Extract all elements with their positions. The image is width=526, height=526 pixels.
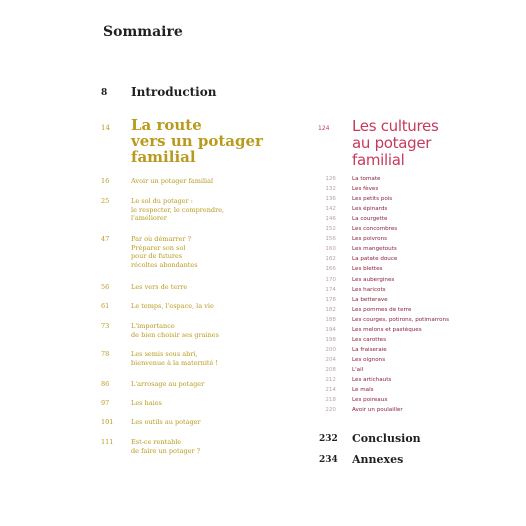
crop-name: Les oignons: [352, 356, 386, 363]
entry-title: [131, 380, 281, 389]
entry-page-number: 111: [101, 438, 114, 446]
section2-title: [352, 118, 512, 169]
introduction-page-number: 8: [101, 88, 108, 98]
crop-name: Les pommes de terre: [352, 306, 412, 313]
section1-title: [131, 117, 331, 165]
entry-title-line: Le temps, l'espace, la vie: [131, 302, 214, 310]
entry-page-number: 61: [101, 302, 110, 310]
entry-title: [131, 438, 281, 455]
introduction-title: Introduction: [131, 85, 217, 99]
crop-page-number: 178: [325, 296, 336, 303]
section2-page-number: 124: [318, 125, 330, 132]
crop-page-number: 132: [325, 186, 336, 193]
crop-name: Les concombres: [352, 226, 398, 233]
annexes-title: Annexes: [352, 453, 404, 466]
title-line: familial: [131, 148, 196, 166]
entry-title: [131, 177, 281, 186]
crop-page-number: 174: [325, 286, 336, 293]
title-line: au potager: [352, 134, 432, 152]
crop-name: Les carottes: [352, 336, 386, 343]
crop-name: Les melons et pastèques: [352, 326, 422, 333]
conclusion-title: Conclusion: [352, 432, 421, 445]
entry-title: [131, 418, 281, 427]
crop-name: Les aubergines: [352, 276, 395, 283]
crop-name: L'ail: [352, 367, 364, 373]
entry-title-line: pour de futures: [131, 252, 183, 260]
entry-page-number: 97: [101, 399, 110, 407]
crop-name: La courgette: [352, 216, 388, 223]
crop-page-number: 182: [325, 306, 336, 313]
entry-title-line: bienvenue à la maternité !: [131, 358, 219, 367]
crop-page-number: 220: [325, 407, 336, 414]
crop-page-number: 136: [325, 196, 336, 203]
entry-title-line: L'arrosage au potager: [131, 380, 205, 388]
entry-title-line: Les vers de terre: [131, 283, 188, 291]
crop-name: La tomate: [352, 176, 381, 182]
crop-page-number: 208: [325, 367, 336, 373]
entry-page-number: 73: [101, 322, 110, 330]
entry-title-line: Les outils au potager: [131, 418, 201, 426]
crop-page-number: 212: [325, 377, 336, 383]
entry-page-number: 56: [101, 283, 110, 291]
entry-page-number: 86: [101, 380, 110, 388]
title-line: La route: [131, 116, 202, 134]
crop-page-number: 200: [325, 346, 336, 353]
entry-title-line: L'importance: [131, 322, 175, 330]
crop-name: Les poireaux: [352, 397, 388, 404]
entry-title: [131, 399, 281, 408]
crop-name: Avoir un poulailler: [352, 407, 403, 414]
crop-name: Le maïs: [352, 387, 374, 394]
entry-title-line: Par où démarrer ?: [131, 235, 192, 243]
entry-title: [131, 322, 281, 339]
entry-title-line: de bien choisir ses graines: [131, 330, 219, 339]
title-line: familial: [352, 151, 405, 169]
entry-page-number: 16: [101, 177, 110, 185]
crop-name: Les mangetouts: [352, 246, 397, 253]
entry-title-line: Les semis sous abri,: [131, 350, 198, 358]
section1-page-number: 14: [101, 124, 110, 132]
page-title: Sommaire: [103, 24, 183, 40]
title-line: Les cultures: [352, 117, 439, 135]
crop-name: Les artichauts: [352, 377, 392, 383]
crop-name: Les épinards: [352, 206, 388, 213]
crop-name: La fraiseraie: [352, 346, 387, 353]
crop-page-number: 142: [325, 206, 336, 213]
crop-name: Les courges, potirons, potimarrons: [352, 316, 450, 323]
crop-name: Les petits pois: [352, 196, 393, 203]
crop-page-number: 214: [325, 387, 336, 394]
entry-title-line: Est-ce rentable: [131, 438, 182, 446]
entry-title-line: Les haies: [131, 399, 162, 407]
crop-page-number: 218: [325, 397, 336, 404]
entry-title: [131, 302, 281, 311]
crop-page-number: 204: [325, 356, 336, 363]
entry-title: [131, 235, 281, 269]
entry-page-number: 78: [101, 350, 110, 358]
crop-page-number: 194: [325, 326, 336, 333]
entry-page-number: 47: [101, 235, 110, 243]
annexes-page-number: 234: [319, 455, 338, 465]
entry-page-number: 101: [101, 418, 114, 426]
entry-title: [131, 283, 281, 292]
title-line: vers un potager: [131, 132, 263, 150]
crop-page-number: 162: [325, 256, 336, 263]
crop-page-number: 152: [325, 226, 336, 233]
crop-name: Les haricots: [352, 286, 386, 293]
crop-name: La betterave: [352, 296, 388, 303]
entry-title-line: Le sol du potager :: [131, 197, 193, 205]
crop-name: Les poivrons: [352, 236, 388, 243]
entry-title: [131, 350, 281, 367]
entry-title: [131, 197, 281, 223]
crop-page-number: 126: [325, 176, 336, 182]
entry-title-line: le respecter, le comprendre,: [131, 205, 225, 214]
crop-name: La patate douce: [352, 256, 398, 263]
crop-page-number: 166: [325, 266, 336, 273]
crop-page-number: 146: [325, 216, 336, 223]
crop-page-number: 198: [325, 336, 336, 343]
crop-page-number: 156: [325, 236, 336, 243]
entry-title-line: récoltes abondantes: [131, 260, 198, 269]
entry-title-line: de faire un potager ?: [131, 446, 201, 455]
crop-name: Les blettes: [352, 266, 383, 273]
entry-title-line: Avoir un potager familial: [131, 177, 214, 185]
entry-title-line: l'améliorer: [131, 214, 167, 222]
crop-name: Les fèves: [352, 186, 379, 193]
conclusion-page-number: 232: [319, 434, 338, 444]
crop-page-number: 170: [325, 276, 336, 283]
entry-page-number: 25: [101, 197, 110, 205]
entry-title-line: Préparer son sol: [131, 243, 186, 252]
crop-page-number: 160: [325, 246, 336, 253]
crop-page-number: 188: [325, 316, 336, 323]
